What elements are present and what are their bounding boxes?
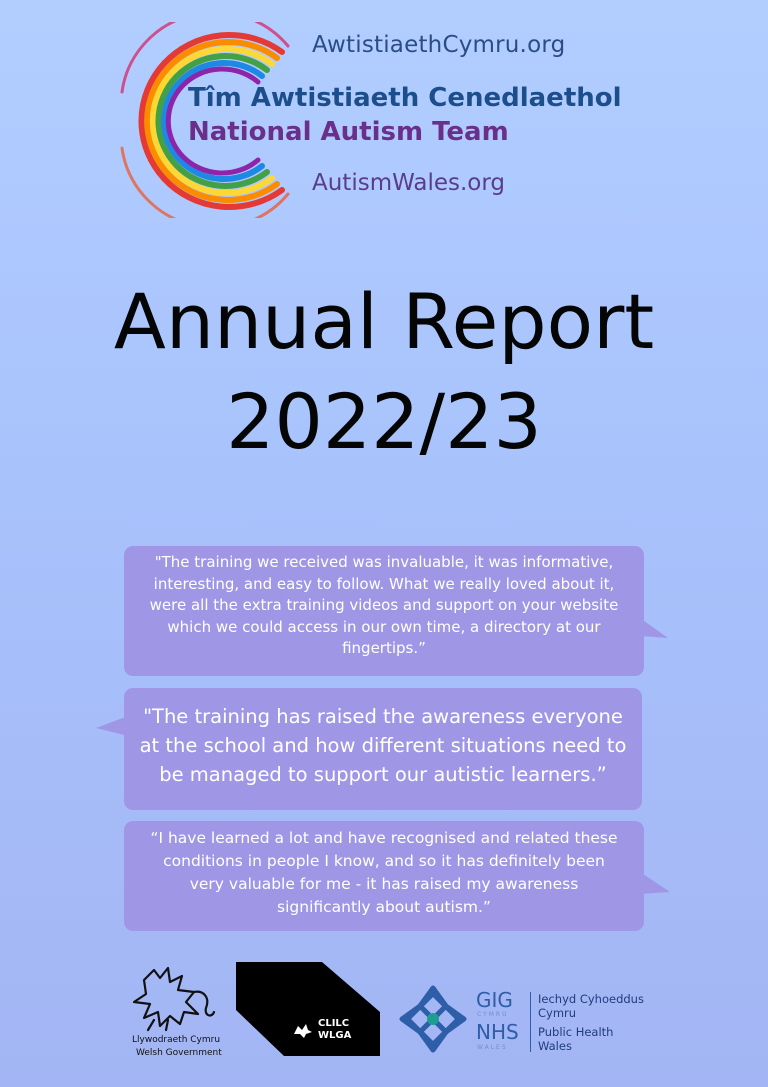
team-name-welsh: Tîm Awtistiaeth Cenedlaethol: [188, 83, 622, 113]
quote-line: at the school and how different situations need to: [139, 734, 627, 757]
team-name-english: National Autism Team: [188, 117, 509, 147]
report-title: [0, 272, 768, 472]
testimonial-bubble-1: [124, 546, 644, 676]
wales-small-label: WALES: [477, 1044, 508, 1051]
quote-line: be managed to support our autistic learners.”: [159, 763, 607, 786]
quote-line: very valuable for me - it has raised my awareness: [189, 875, 579, 893]
quote-line: fingertips.”: [342, 639, 426, 657]
nhs-label: NHS: [476, 1020, 519, 1044]
speech-tail-right-icon: [640, 618, 670, 642]
quote-line: which we could access in our own time, a directory at our: [167, 617, 601, 636]
website-url-english: AutismWales.org: [312, 170, 506, 196]
phw-line-4: Wales: [538, 1039, 572, 1053]
wlga-line-2: WLGA: [318, 1030, 352, 1041]
quote-line: "The training has raised the awareness everyone: [143, 705, 623, 728]
quote-line: conditions in people I know, and so it has definitely been: [163, 852, 605, 870]
wlga-line-1: CLILC: [318, 1018, 350, 1029]
celtic-knot-icon: [398, 984, 468, 1054]
wlga-dragon-icon: [292, 1020, 314, 1040]
phw-line-3: Public Health: [538, 1025, 614, 1039]
public-health-wales-label: [538, 992, 644, 1053]
phw-line-1: Iechyd Cyhoeddus: [538, 992, 644, 1006]
website-url-welsh: AwtistiaethCymru.org: [312, 32, 566, 58]
partner-logos: [0, 950, 768, 1080]
quote-line: significantly about autism.”: [277, 898, 491, 916]
quote-line: were all the extra training videos and support on your website: [149, 596, 619, 614]
gig-label: GIG: [476, 988, 513, 1012]
quote-line: interesting, and easy to follow. What we really loved about it,: [153, 574, 615, 593]
logo-divider: [530, 992, 531, 1052]
title-line-1: Annual Report: [113, 277, 655, 366]
title-line-2: 2022/23: [226, 377, 542, 466]
quote-line: “I have learned a lot and have recognised and related these: [150, 829, 618, 847]
cymru-small-label: CYMRU: [477, 1011, 509, 1018]
welsh-government-english-label: Welsh Government: [136, 1048, 222, 1058]
testimonial-bubble-2: [124, 688, 642, 810]
welsh-government-welsh-label: Llywodraeth Cymru: [132, 1035, 221, 1045]
wlga-logo-shape: [236, 962, 380, 1056]
quote-line: "The training we received was invaluable, it was informative,: [154, 553, 614, 571]
phw-line-2: Cymru: [538, 1006, 577, 1020]
testimonial-bubble-3: [124, 821, 644, 931]
welsh-dragon-icon: [124, 962, 216, 1032]
wlga-label: [318, 1018, 351, 1042]
speech-tail-right-icon: [640, 872, 672, 896]
